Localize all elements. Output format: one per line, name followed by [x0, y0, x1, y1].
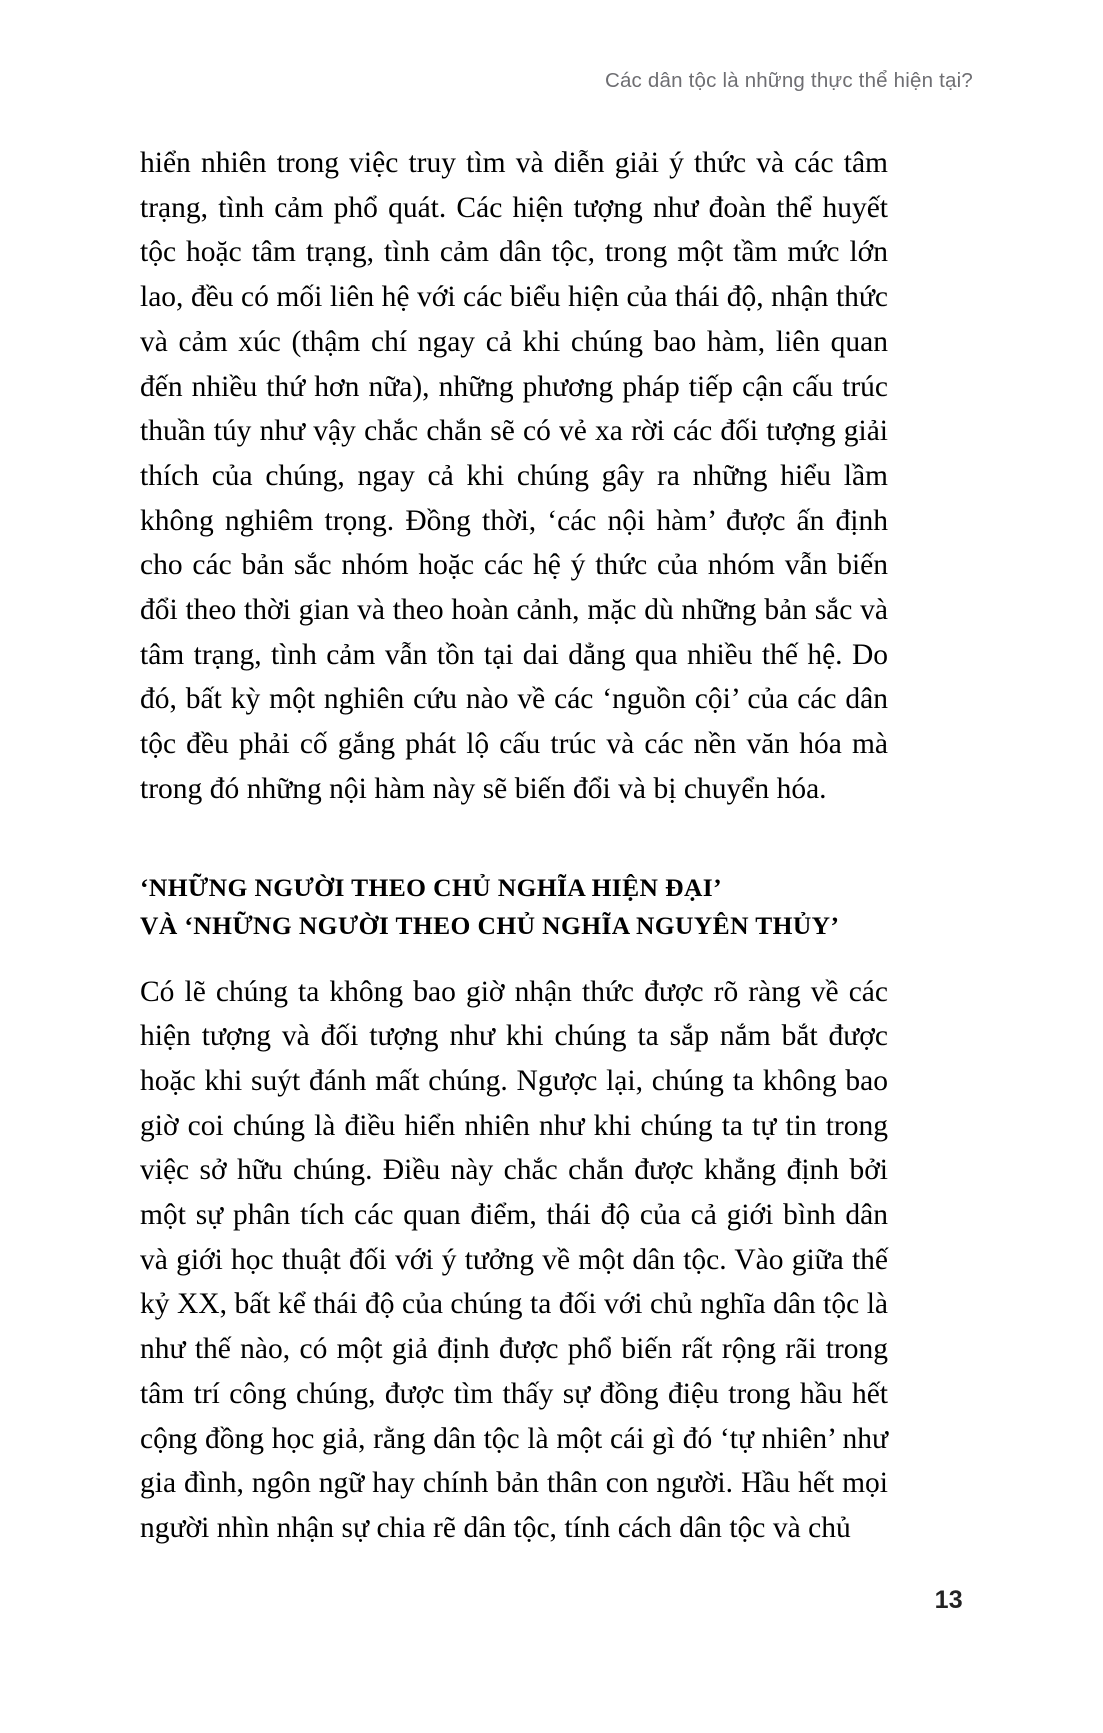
running-header-title: Các dân tộc là những thực thể hiện tại?	[604, 69, 973, 92]
body-paragraph-1: hiển nhiên trong việc truy tìm và diễn giải ý thức và các tâm trạng, tình cảm phổ quát. Các hiện tượng như đoàn thể huyết tộc hoặc tâm trạng, tình cảm dân tộc, trong một tầm mức lớn lao, đều có mối liên hệ với các biểu hiện của thái độ, nhận thức và cảm xúc (thậm chí ngay cả khi chúng bao hàm, liên quan đến nhiều thứ hơn nữa), những phương pháp tiếp cận cấu trúc thuần túy như vậy chắc chắn sẽ có vẻ xa rời các đối tượng giải thích của chúng, ngay cả khi chúng gây ra những hiểu lầm không nghiêm trọng. Đồng thời, ‘các nội hàm’ được ấn định cho các bản sắc nhóm hoặc các hệ ý thức của nhóm vẫn biến đổi theo thời gian và theo hoàn cảnh, mặc dù những bản sắc và tâm trạng, tình cảm vẫn tồn tại dai dẳng qua nhiều thế hệ. Do đó, bất kỳ một nghiên cứu nào về các ‘nguồn cội’ của các dân tộc đều phải cố gắng phát lộ cấu trúc và các nền văn hóa mà trong đó những nội hàm này sẽ biến đổi và bị chuyển hóa.	[140, 147, 888, 805]
body-paragraph-2: Có lẽ chúng ta không bao giờ nhận thức được rõ ràng về các hiện tượng và đối tượng như khi chúng ta sắp nắm bắt được hoặc khi suýt đánh mất chúng. Ngược lại, chúng ta không bao giờ coi chúng là điều hiển nhiên như khi chúng ta tự tin trong việc sở hữu chúng. Điều này chắc chắn được khẳng định bởi một sự phân tích các quan điểm, thái độ của cả giới bình dân và giới học thuật đối với ý tưởng về một dân tộc. Vào giữa thế kỷ XX, bất kể thái độ của chúng ta đối với chủ nghĩa dân tộc là như thế nào, có một giả định được phổ biến rất rộng rãi trong tâm trí công chúng, được tìm thấy sự đồng điệu trong hầu hết cộng đồng học giả, rằng dân tộc là một cái gì đó ‘tự nhiên’ như gia đình, ngôn ngữ hay chính bản thân con người. Hầu hết mọi người nhìn nhận sự chia rẽ dân tộc, tính cách dân tộc và chủ	[140, 975, 888, 1544]
spacer-before-heading	[140, 812, 888, 869]
spacer-after-heading	[140, 945, 888, 970]
page-content	[140, 141, 888, 1551]
section-heading	[140, 869, 888, 945]
page-number: 13	[934, 1586, 963, 1614]
section-heading-line-2: VÀ ‘NHỮNG NGƯỜI THEO CHỦ NGHĨA NGUYÊN THỦY’	[140, 910, 840, 940]
section-heading-line-1: ‘NHỮNG NGƯỜI THEO CHỦ NGHĨA HIỆN ĐẠI’	[140, 872, 722, 902]
